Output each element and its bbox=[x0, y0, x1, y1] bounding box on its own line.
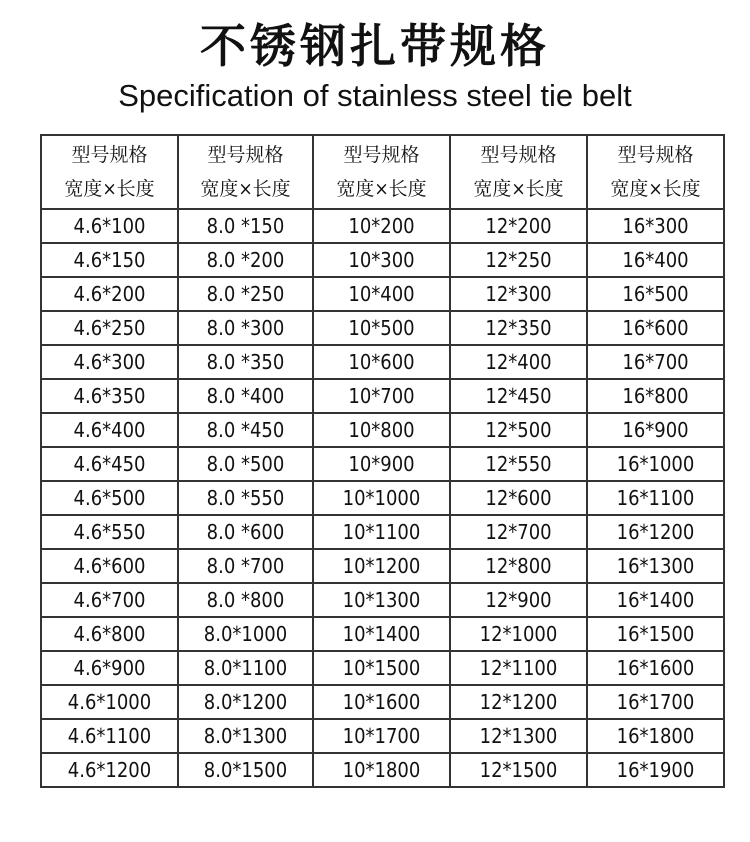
header-label-model: 型号规格 bbox=[480, 144, 557, 166]
spec-cell: 8.0 *500 bbox=[178, 447, 313, 481]
spec-cell: 12*700 bbox=[450, 515, 587, 549]
header-cell bbox=[313, 135, 450, 209]
spec-cell: 10*1100 bbox=[313, 515, 450, 549]
spec-cell: 10*1500 bbox=[313, 651, 450, 685]
spec-cell: 4.6*1100 bbox=[41, 719, 178, 753]
spec-cell: 10*200 bbox=[313, 209, 450, 243]
table-row bbox=[41, 413, 724, 447]
spec-cell: 8.0*1500 bbox=[178, 753, 313, 787]
spec-cell: 16*400 bbox=[587, 243, 724, 277]
spec-cell: 10*1200 bbox=[313, 549, 450, 583]
table-row bbox=[41, 685, 724, 719]
spec-cell: 4.6*900 bbox=[41, 651, 178, 685]
spec-cell: 12*900 bbox=[450, 583, 587, 617]
spec-cell: 16*1200 bbox=[587, 515, 724, 549]
table-row bbox=[41, 753, 724, 787]
spec-cell: 4.6*550 bbox=[41, 515, 178, 549]
spec-cell: 12*300 bbox=[450, 277, 587, 311]
header-label-size: 宽度×长度 bbox=[336, 178, 427, 200]
spec-cell: 16*1400 bbox=[587, 583, 724, 617]
spec-cell: 4.6*300 bbox=[41, 345, 178, 379]
table-row bbox=[41, 617, 724, 651]
spec-cell: 16*1900 bbox=[587, 753, 724, 787]
spec-cell: 12*250 bbox=[450, 243, 587, 277]
spec-cell: 8.0*1000 bbox=[178, 617, 313, 651]
spec-cell: 12*1000 bbox=[450, 617, 587, 651]
spec-cell: 16*800 bbox=[587, 379, 724, 413]
header-row bbox=[41, 135, 724, 209]
spec-cell: 8.0*1100 bbox=[178, 651, 313, 685]
table-row bbox=[41, 651, 724, 685]
spec-cell: 4.6*800 bbox=[41, 617, 178, 651]
table-row bbox=[41, 515, 724, 549]
spec-cell: 16*600 bbox=[587, 311, 724, 345]
spec-cell: 4.6*400 bbox=[41, 413, 178, 447]
spec-cell: 8.0 *150 bbox=[178, 209, 313, 243]
spec-cell: 16*1000 bbox=[587, 447, 724, 481]
spec-cell: 10*1400 bbox=[313, 617, 450, 651]
spec-cell: 8.0 *350 bbox=[178, 345, 313, 379]
spec-cell: 4.6*250 bbox=[41, 311, 178, 345]
header-label-size: 宽度×长度 bbox=[64, 178, 155, 200]
table-row bbox=[41, 311, 724, 345]
spec-cell: 10*1600 bbox=[313, 685, 450, 719]
spec-cell: 16*300 bbox=[587, 209, 724, 243]
spec-cell: 12*350 bbox=[450, 311, 587, 345]
spec-cell: 10*600 bbox=[313, 345, 450, 379]
spec-cell: 8.0 *450 bbox=[178, 413, 313, 447]
table-row bbox=[41, 209, 724, 243]
spec-cell: 16*1800 bbox=[587, 719, 724, 753]
spec-cell: 8.0 *600 bbox=[178, 515, 313, 549]
table-row bbox=[41, 447, 724, 481]
spec-cell: 4.6*500 bbox=[41, 481, 178, 515]
spec-cell: 8.0 *300 bbox=[178, 311, 313, 345]
spec-table-header bbox=[41, 135, 724, 209]
spec-cell: 12*1200 bbox=[450, 685, 587, 719]
table-row bbox=[41, 583, 724, 617]
header-label-size: 宽度×长度 bbox=[473, 178, 564, 200]
page-title-chinese: 不锈钢扎带规格 bbox=[200, 19, 550, 73]
spec-cell: 12*600 bbox=[450, 481, 587, 515]
header-cell bbox=[41, 135, 178, 209]
spec-cell: 4.6*600 bbox=[41, 549, 178, 583]
spec-cell: 12*450 bbox=[450, 379, 587, 413]
spec-cell: 8.0*1300 bbox=[178, 719, 313, 753]
spec-cell: 16*500 bbox=[587, 277, 724, 311]
spec-cell: 8.0 *200 bbox=[178, 243, 313, 277]
spec-cell: 8.0 *250 bbox=[178, 277, 313, 311]
spec-cell: 12*550 bbox=[450, 447, 587, 481]
spec-cell: 8.0 *550 bbox=[178, 481, 313, 515]
table-row bbox=[41, 379, 724, 413]
table-row bbox=[41, 481, 724, 515]
spec-cell: 12*1100 bbox=[450, 651, 587, 685]
header-label-size: 宽度×长度 bbox=[610, 178, 701, 200]
spec-cell: 4.6*1000 bbox=[41, 685, 178, 719]
spec-cell: 12*500 bbox=[450, 413, 587, 447]
spec-cell: 10*1300 bbox=[313, 583, 450, 617]
header-cell bbox=[587, 135, 724, 209]
spec-cell: 8.0 *400 bbox=[178, 379, 313, 413]
table-row bbox=[41, 277, 724, 311]
spec-cell: 10*400 bbox=[313, 277, 450, 311]
spec-cell: 4.6*200 bbox=[41, 277, 178, 311]
header-label-model: 型号规格 bbox=[71, 144, 148, 166]
table-row bbox=[41, 345, 724, 379]
spec-cell: 16*900 bbox=[587, 413, 724, 447]
spec-cell: 4.6*450 bbox=[41, 447, 178, 481]
header-cell bbox=[450, 135, 587, 209]
spec-cell: 12*800 bbox=[450, 549, 587, 583]
spec-cell: 10*900 bbox=[313, 447, 450, 481]
spec-cell: 8.0*1200 bbox=[178, 685, 313, 719]
header-label-model: 型号规格 bbox=[207, 144, 284, 166]
header-cell bbox=[178, 135, 313, 209]
spec-cell: 16*1100 bbox=[587, 481, 724, 515]
spec-cell: 4.6*700 bbox=[41, 583, 178, 617]
spec-cell: 12*1500 bbox=[450, 753, 587, 787]
spec-cell: 16*1700 bbox=[587, 685, 724, 719]
spec-cell: 8.0 *700 bbox=[178, 549, 313, 583]
spec-cell: 4.6*150 bbox=[41, 243, 178, 277]
spec-cell: 12*1300 bbox=[450, 719, 587, 753]
spec-cell: 4.6*1200 bbox=[41, 753, 178, 787]
spec-cell: 16*700 bbox=[587, 345, 724, 379]
spec-cell: 8.0 *800 bbox=[178, 583, 313, 617]
table-row bbox=[41, 719, 724, 753]
spec-cell: 10*1700 bbox=[313, 719, 450, 753]
spec-cell: 16*1300 bbox=[587, 549, 724, 583]
spec-cell: 10*500 bbox=[313, 311, 450, 345]
spec-cell: 10*1000 bbox=[313, 481, 450, 515]
spec-table-body bbox=[41, 209, 724, 787]
page-title-english: Specification of stainless steel tie belt bbox=[118, 78, 632, 113]
spec-cell: 4.6*100 bbox=[41, 209, 178, 243]
table-row bbox=[41, 243, 724, 277]
spec-cell: 10*700 bbox=[313, 379, 450, 413]
header-label-model: 型号规格 bbox=[617, 144, 694, 166]
spec-cell: 16*1500 bbox=[587, 617, 724, 651]
spec-cell: 12*200 bbox=[450, 209, 587, 243]
spec-cell: 12*400 bbox=[450, 345, 587, 379]
spec-cell: 16*1600 bbox=[587, 651, 724, 685]
spec-cell: 10*1800 bbox=[313, 753, 450, 787]
spec-cell: 10*300 bbox=[313, 243, 450, 277]
spec-table bbox=[40, 134, 725, 788]
table-row bbox=[41, 549, 724, 583]
spec-cell: 4.6*350 bbox=[41, 379, 178, 413]
header-label-model: 型号规格 bbox=[343, 144, 420, 166]
spec-cell: 10*800 bbox=[313, 413, 450, 447]
header-label-size: 宽度×长度 bbox=[200, 178, 291, 200]
